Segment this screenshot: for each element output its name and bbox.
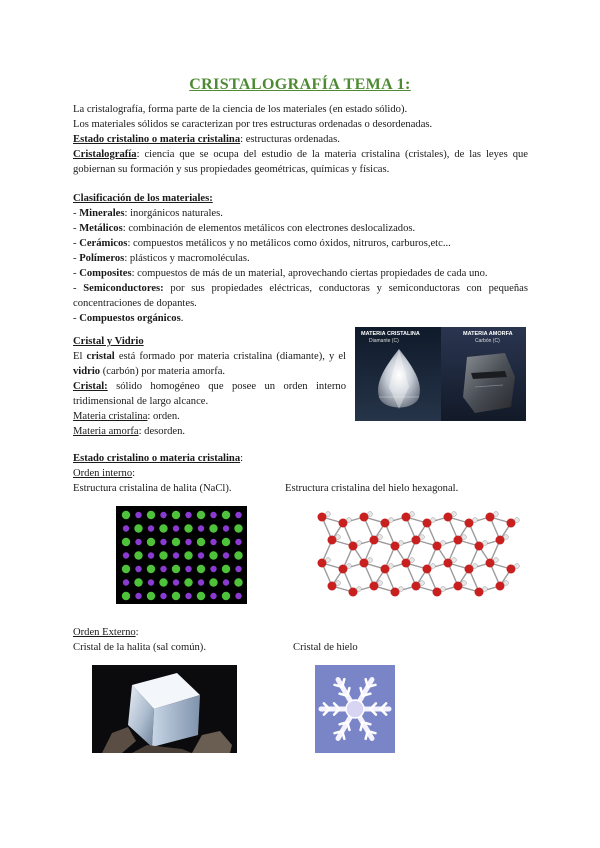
hydrogen-atom bbox=[504, 535, 509, 540]
caption-halita: Estructura cristalina de halita (NaCl). bbox=[73, 483, 232, 494]
oxygen-atom bbox=[475, 588, 484, 597]
atom bbox=[209, 524, 217, 532]
hydrogen-atom bbox=[347, 518, 352, 523]
hydrogen-atom bbox=[420, 535, 425, 540]
nacl-lattice-illustration bbox=[116, 506, 247, 604]
hydrogen-atom bbox=[462, 581, 467, 586]
photo-label-right: MATERIA AMORFA bbox=[463, 331, 513, 337]
atom bbox=[235, 593, 241, 599]
oxygen-atom bbox=[318, 559, 327, 568]
materia-cristalina-term: Materia cristalina bbox=[73, 411, 148, 422]
p1-text-a: El bbox=[73, 351, 87, 362]
atom bbox=[234, 551, 242, 559]
estado-text: : estructuras ordenadas. bbox=[240, 134, 340, 145]
atom bbox=[173, 525, 179, 531]
materia-amorfa-term: Materia amorfa bbox=[73, 426, 139, 437]
oxygen-atom bbox=[412, 582, 421, 591]
oxygen-atom bbox=[454, 582, 463, 591]
hydrogen-atom bbox=[389, 564, 394, 569]
clasificacion-item bbox=[73, 311, 528, 326]
hydrogen-atom bbox=[483, 587, 488, 592]
atom bbox=[159, 578, 167, 586]
diamond-coal-photo bbox=[355, 327, 526, 421]
hydrogen-atom bbox=[368, 558, 373, 563]
list-bullet: - bbox=[73, 313, 80, 324]
atom bbox=[197, 538, 205, 546]
orden-interno-label bbox=[73, 466, 135, 481]
atom bbox=[134, 551, 142, 559]
oxygen-atom bbox=[454, 536, 463, 545]
caption-hielo-hexagonal: Estructura cristalina del hielo hexagonal. bbox=[285, 483, 459, 494]
atom bbox=[160, 512, 166, 518]
clasificacion-text: : plásticos y macromoléculas. bbox=[124, 253, 250, 264]
clasificacion-text: : inorgánicos naturales. bbox=[124, 208, 223, 219]
clasificacion-text: : compuestos metálicos y no metálicos como óxidos, nitruros, carburos,etc... bbox=[127, 238, 451, 249]
atom bbox=[123, 579, 129, 585]
estado-heading-suffix: : bbox=[240, 453, 244, 464]
oxygen-atom bbox=[507, 519, 516, 528]
atom bbox=[135, 566, 141, 572]
list-bullet: - bbox=[73, 268, 80, 279]
atom bbox=[185, 593, 191, 599]
hydrogen-atom bbox=[399, 541, 404, 546]
clasificacion-term: Polímeros bbox=[79, 253, 125, 264]
atom bbox=[123, 552, 129, 558]
atom bbox=[172, 592, 180, 600]
hydrogen-atom bbox=[368, 512, 373, 517]
atom bbox=[210, 566, 216, 572]
clasificacion-heading-text: Clasificación de los materiales: bbox=[73, 193, 213, 204]
atom bbox=[123, 525, 129, 531]
hydrogen-atom bbox=[357, 541, 362, 546]
oxygen-atom bbox=[423, 565, 432, 574]
halite-crystal-photo bbox=[92, 665, 237, 753]
clasificacion-heading bbox=[73, 191, 213, 206]
hydrogen-atom bbox=[326, 558, 331, 563]
atom bbox=[223, 525, 229, 531]
atom bbox=[135, 593, 141, 599]
diamond-and-coal-illustration bbox=[355, 327, 526, 421]
atom bbox=[159, 524, 167, 532]
intro-line-1: La cristalografía, forma parte de la ciencia de los materiales (en estado sólido). bbox=[73, 104, 408, 115]
oxygen-atom bbox=[381, 565, 390, 574]
hydrogen-atom bbox=[431, 518, 436, 523]
atom bbox=[122, 565, 130, 573]
atom bbox=[147, 538, 155, 546]
hydrogen-atom bbox=[462, 535, 467, 540]
cristalografia-definition bbox=[73, 147, 528, 177]
atom bbox=[197, 565, 205, 573]
hydrogen-atom bbox=[515, 518, 520, 523]
cristalografia-term: Cristalografía bbox=[73, 149, 137, 160]
snowflake-center bbox=[346, 700, 364, 718]
list-bullet: - bbox=[73, 238, 80, 249]
oxygen-atom bbox=[339, 565, 348, 574]
hydrogen-atom bbox=[378, 581, 383, 586]
atom bbox=[209, 551, 217, 559]
hydrogen-atom bbox=[410, 512, 415, 517]
clasificacion-text: : compuestos de más de un material, aprovechando ciertas propiedades de cada uno. bbox=[131, 268, 488, 279]
materia-cristalina-line bbox=[73, 409, 180, 424]
photo-label-left: MATERIA CRISTALINA bbox=[361, 331, 420, 337]
oxygen-atom bbox=[370, 582, 379, 591]
atom bbox=[222, 511, 230, 519]
halite-crystal-illustration bbox=[92, 665, 237, 753]
oxygen-atom bbox=[391, 542, 400, 551]
hydrogen-atom bbox=[336, 535, 341, 540]
atom bbox=[147, 511, 155, 519]
hydrogen-atom bbox=[452, 512, 457, 517]
caption-cristal-hielo: Cristal de hielo bbox=[293, 642, 358, 653]
clasificacion-term: Minerales bbox=[79, 208, 125, 219]
hydrogen-atom bbox=[441, 541, 446, 546]
hydrogen-atom bbox=[420, 581, 425, 586]
p1-text-b: está formado por materia cristalina (diamante), y el bbox=[114, 351, 346, 362]
atom bbox=[198, 525, 204, 531]
hydrogen-atom bbox=[410, 558, 415, 563]
intro-line-2: Los materiales sólidos se caracterizan por tres estructuras ordenadas o desordenadas. bbox=[73, 119, 433, 130]
cristalografia-text: : ciencia que se ocupa del estudio de la materia cristalina (cristales), de las leyes que gobiernan su formación y sus propiedades geométricas, químicas y físicas. bbox=[73, 149, 528, 175]
oxygen-atom bbox=[423, 519, 432, 528]
oxygen-atom bbox=[433, 542, 442, 551]
atom bbox=[222, 592, 230, 600]
oxygen-atom bbox=[349, 588, 358, 597]
oxygen-atom bbox=[486, 513, 495, 522]
hydrogen-atom bbox=[336, 581, 341, 586]
hydrogen-atom bbox=[326, 512, 331, 517]
hydrogen-atom bbox=[431, 564, 436, 569]
clasificacion-term: Compuestos orgánicos bbox=[79, 313, 181, 324]
photo-sub-right: Carbón (C) bbox=[475, 338, 500, 344]
p1-text-c: (carbón) por materia amorfa. bbox=[100, 366, 226, 377]
list-bullet: - bbox=[73, 253, 80, 264]
hydrogen-atom bbox=[504, 581, 509, 586]
atom bbox=[223, 552, 229, 558]
oxygen-atom bbox=[486, 559, 495, 568]
estado-definition bbox=[73, 132, 340, 147]
estado-heading-text: Estado cristalino o materia cristalina bbox=[73, 453, 241, 464]
atom bbox=[160, 593, 166, 599]
atom bbox=[184, 578, 192, 586]
orden-externo-suffix: : bbox=[135, 627, 139, 638]
photo-sub-left: Diamante (C) bbox=[369, 338, 399, 344]
atom bbox=[172, 511, 180, 519]
clasificacion-term: Metálicos bbox=[79, 223, 123, 234]
atom bbox=[135, 539, 141, 545]
estado-term: Estado cristalino o materia cristalina bbox=[73, 134, 241, 145]
atom bbox=[172, 565, 180, 573]
atom bbox=[234, 524, 242, 532]
atom bbox=[209, 578, 217, 586]
oxygen-atom bbox=[360, 513, 369, 522]
cristal-definition bbox=[73, 379, 346, 409]
ice-crystal-photo bbox=[315, 665, 395, 753]
clasificacion-item bbox=[73, 281, 528, 311]
atom bbox=[185, 539, 191, 545]
oxygen-atom bbox=[381, 519, 390, 528]
halite-structure-image bbox=[116, 506, 247, 604]
caption-cristal-halita: Cristal de la halita (sal común). bbox=[73, 642, 206, 653]
clasificacion-item bbox=[73, 251, 528, 266]
clasificacion-term: Semiconductores: bbox=[83, 283, 164, 294]
atom bbox=[122, 511, 130, 519]
estado-heading bbox=[73, 451, 243, 466]
ice-structure-image bbox=[310, 505, 524, 600]
clasificacion-item bbox=[73, 236, 528, 251]
clasificacion-term: Cerámicos bbox=[79, 238, 128, 249]
atom bbox=[185, 566, 191, 572]
oxygen-atom bbox=[360, 559, 369, 568]
materia-amorfa-line bbox=[73, 424, 185, 439]
atom bbox=[148, 552, 154, 558]
cristal-term: cristal bbox=[86, 351, 115, 362]
atom bbox=[173, 552, 179, 558]
oxygen-atom bbox=[475, 542, 484, 551]
oxygen-atom bbox=[465, 519, 474, 528]
atom bbox=[160, 539, 166, 545]
cristal-vidrio-heading-text: Cristal y Vidrio bbox=[73, 336, 144, 347]
atom bbox=[234, 578, 242, 586]
atom bbox=[172, 538, 180, 546]
atom bbox=[122, 538, 130, 546]
orden-interno-text: Orden interno bbox=[73, 468, 133, 479]
oxygen-atom bbox=[444, 513, 453, 522]
atom bbox=[184, 524, 192, 532]
atom bbox=[222, 565, 230, 573]
hydrogen-atom bbox=[389, 518, 394, 523]
atom bbox=[198, 552, 204, 558]
list-bullet: - bbox=[73, 283, 84, 294]
clasificacion-text: . bbox=[180, 313, 184, 324]
atom bbox=[223, 579, 229, 585]
oxygen-atom bbox=[507, 565, 516, 574]
oxygen-atom bbox=[318, 513, 327, 522]
oxygen-atom bbox=[412, 536, 421, 545]
atom bbox=[160, 566, 166, 572]
hydrogen-atom bbox=[494, 512, 499, 517]
hydrogen-atom bbox=[357, 587, 362, 592]
atom bbox=[134, 578, 142, 586]
atom bbox=[159, 551, 167, 559]
oxygen-atom bbox=[433, 588, 442, 597]
clasificacion-term: Composites bbox=[79, 268, 132, 279]
oxygen-atom bbox=[465, 565, 474, 574]
atom bbox=[197, 592, 205, 600]
atom bbox=[235, 512, 241, 518]
materia-cristalina-text: : orden. bbox=[147, 411, 180, 422]
page-title: CRISTALOGRAFÍA TEMA 1: bbox=[189, 76, 411, 93]
hydrogen-atom bbox=[399, 587, 404, 592]
hydrogen-atom bbox=[473, 564, 478, 569]
atom bbox=[122, 592, 130, 600]
orden-externo-text: Orden Externo bbox=[73, 627, 136, 638]
oxygen-atom bbox=[339, 519, 348, 528]
oxygen-atom bbox=[328, 536, 337, 545]
hydrogen-atom bbox=[378, 535, 383, 540]
hydrogen-atom bbox=[473, 518, 478, 523]
orden-interno-suffix: : bbox=[132, 468, 136, 479]
atom bbox=[197, 511, 205, 519]
atom bbox=[148, 579, 154, 585]
vidrio-term: vidrio bbox=[73, 366, 101, 377]
oxygen-atom bbox=[496, 536, 505, 545]
hydrogen-atom bbox=[515, 564, 520, 569]
hydrogen-atom bbox=[452, 558, 457, 563]
atom bbox=[235, 566, 241, 572]
atom bbox=[135, 512, 141, 518]
materia-amorfa-text: : desorden. bbox=[138, 426, 186, 437]
oxygen-atom bbox=[328, 582, 337, 591]
oxygen-atom bbox=[391, 588, 400, 597]
oxygen-atom bbox=[402, 559, 411, 568]
snowflake-illustration bbox=[315, 665, 395, 753]
atom bbox=[185, 512, 191, 518]
atom bbox=[210, 593, 216, 599]
hydrogen-atom bbox=[483, 541, 488, 546]
atom bbox=[210, 512, 216, 518]
hydrogen-atom bbox=[441, 587, 446, 592]
oxygen-atom bbox=[444, 559, 453, 568]
cristal-vidrio-heading bbox=[73, 334, 144, 349]
clasificacion-item bbox=[73, 221, 528, 236]
atom bbox=[210, 539, 216, 545]
clasificacion-item bbox=[73, 266, 528, 281]
clasificacion-list bbox=[73, 206, 528, 326]
atom bbox=[235, 539, 241, 545]
oxygen-atom bbox=[402, 513, 411, 522]
cristal-def-term: Cristal: bbox=[73, 381, 108, 392]
oxygen-atom bbox=[349, 542, 358, 551]
list-bullet: - bbox=[73, 208, 80, 219]
clasificacion-text: por sus propiedades eléctricas, conductoras y semiconductoras con pequeñas concentraciones de dopantes. bbox=[73, 283, 528, 309]
atom bbox=[198, 579, 204, 585]
ice-lattice-illustration bbox=[310, 505, 524, 600]
atom bbox=[134, 524, 142, 532]
atom bbox=[184, 551, 192, 559]
list-bullet: - bbox=[73, 223, 80, 234]
hydrogen-atom bbox=[494, 558, 499, 563]
clasificacion-item bbox=[73, 206, 528, 221]
clasificacion-text: : combinación de elementos metálicos con electrones deslocalizados. bbox=[122, 223, 416, 234]
cristal-def-text: sólido homogéneo que posee un orden interno tridimensional de largo alcance. bbox=[73, 381, 346, 407]
oxygen-atom bbox=[370, 536, 379, 545]
oxygen-atom bbox=[496, 582, 505, 591]
atom bbox=[148, 525, 154, 531]
atom bbox=[173, 579, 179, 585]
hydrogen-atom bbox=[347, 564, 352, 569]
orden-externo-label bbox=[73, 625, 139, 640]
atom bbox=[147, 565, 155, 573]
atom bbox=[147, 592, 155, 600]
cristal-vidrio-paragraph-1 bbox=[73, 349, 346, 379]
atom bbox=[222, 538, 230, 546]
